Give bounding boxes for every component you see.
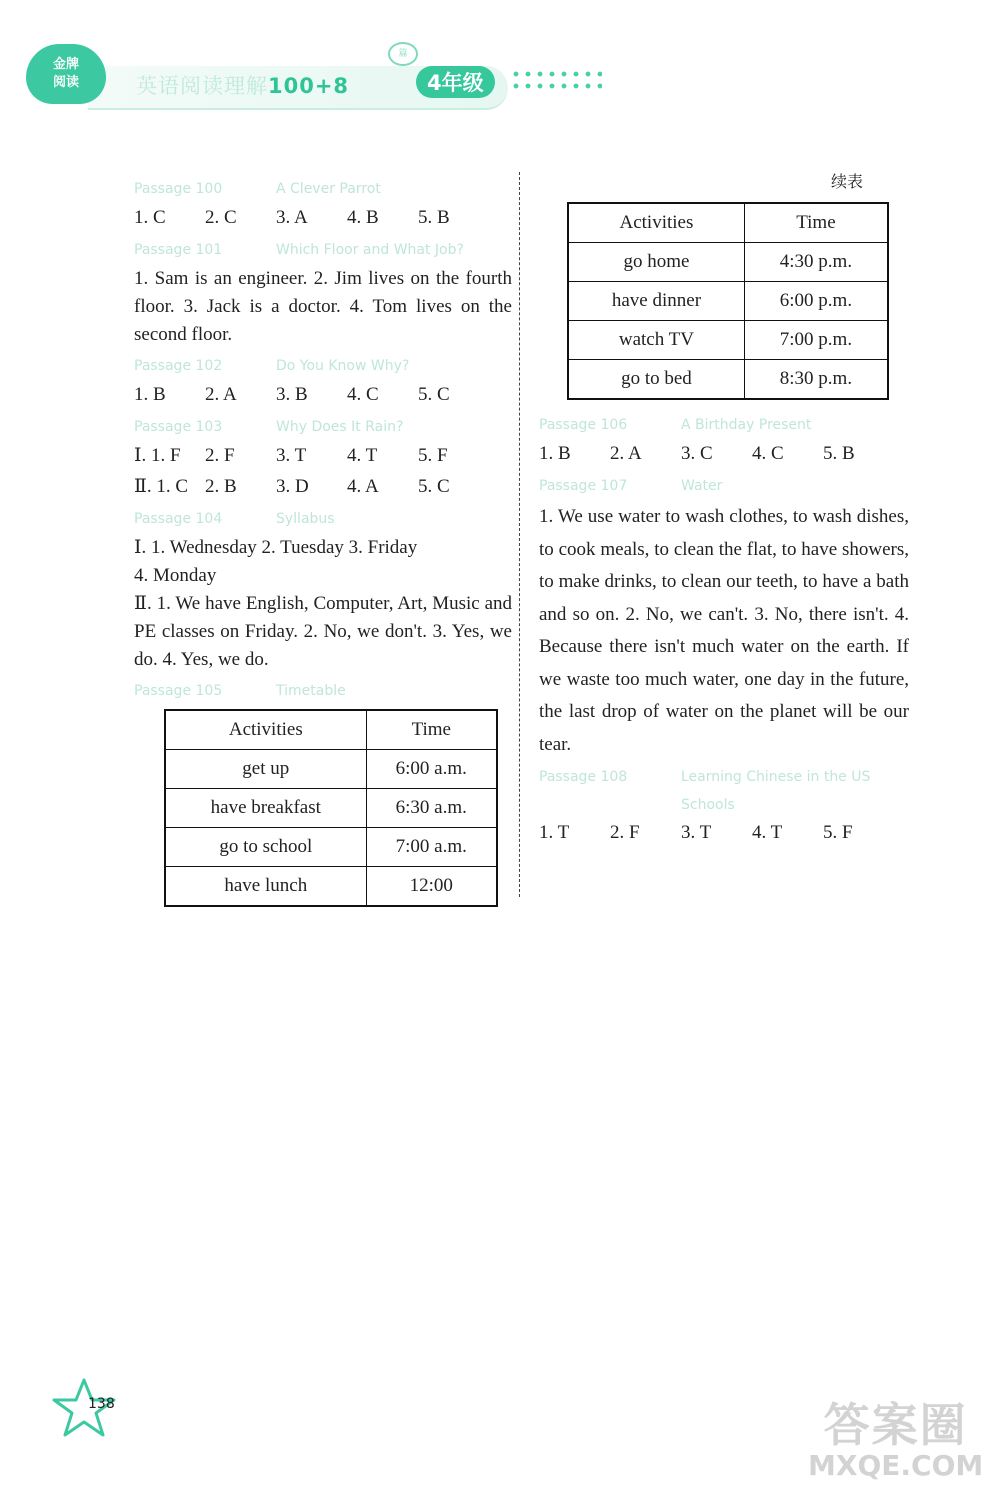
passage-name: Syllabus [276,511,335,527]
table-row [165,789,497,828]
answer: 4. A [347,476,379,497]
answer: 3. C [681,443,713,464]
answer: 5. C [418,476,450,497]
passage-number: Passage 103 [134,419,223,435]
watermark [808,1398,984,1482]
answer-paragraph: 1. We use water to wash clothes, to wash dishes, to cook meals, to clean the flat, to have showers, to make drinks, to clean our teeth, to have a bath and so on. 2. No, we can't. 3. No, there isn't. 4. Because there isn't much water on the earth. If we waste too much water, one day in the future, the last drop of water on the planet will be our tear. [539,506,909,755]
passage-heading [134,412,512,442]
answer: 4. C [752,443,784,464]
passage-number: Passage 101 [134,242,223,258]
watermark-url: MXQE.COM [808,1449,984,1482]
table-cell: 6:00 a.m. [366,750,497,789]
answer: 5. C [418,384,450,405]
answer: 5. F [823,822,853,843]
timetable-continued-table [567,202,889,400]
passage-name: A Birthday Present [681,417,812,433]
answer: 3. T [276,445,307,466]
passage-heading [134,174,512,204]
answer: 3. D [276,476,309,497]
answer: 3. A [276,207,308,228]
passage-heading [539,471,909,501]
answer: 2. C [205,207,237,228]
answer: Ⅱ. 1. C [134,476,189,497]
passage-heading [134,351,512,381]
table-cell: get up [165,750,366,789]
passage-name: Which Floor and What Job? [276,242,464,258]
table-row [165,867,497,907]
table-cell: 12:00 [366,867,497,907]
answer: 5. B [418,207,450,228]
passage-name: A Clever Parrot [276,181,381,197]
table-cell: 6:30 a.m. [366,789,497,828]
passage-heading [539,410,909,440]
passage-name: Why Does It Rain? [276,419,404,435]
table-continued-label: 续表 [830,172,863,191]
table-row [568,321,888,360]
answer: 4. C [347,384,379,405]
table-row [165,828,497,867]
table-cell: 7:00 a.m. [366,828,497,867]
answer: Ⅰ. 1. F [134,445,181,466]
badge-line-1: 金牌 [52,57,79,72]
passage-number: Passage 107 [539,478,628,494]
table-cell: go to bed [568,360,744,400]
series-badge [26,44,106,104]
answer: 4. B [347,207,379,228]
table-cell: have breakfast [165,789,366,828]
right-column [539,170,909,850]
answer: 1. B [539,443,571,464]
table-cell: 8:30 p.m. [744,360,888,400]
left-column [134,172,512,706]
passage-name: Learning Chinese in the US Schools [681,769,871,813]
answer: 1. C [134,207,166,228]
column-header: Time [744,203,888,243]
answer: 2. B [205,476,237,497]
answer-row [539,440,909,468]
watermark-main: 答案圈 [823,1398,968,1452]
page-number: 138 [88,1396,115,1412]
page-header [18,38,598,118]
column-header: Activities [165,710,366,750]
table-cell: 7:00 p.m. [744,321,888,360]
table-row [568,282,888,321]
column-divider [519,172,520,897]
passage-name: Do You Know Why? [276,358,410,374]
table-cell: watch TV [568,321,744,360]
speech-bubble-icon: 篇 [388,42,418,66]
series-number: 100+8 [268,74,350,98]
column-header: Time [366,710,497,750]
table-cell: have dinner [568,282,744,321]
passage-number: Passage 100 [134,181,223,197]
answer-paragraph: Ⅱ. 1. We have English, Computer, Art, Music and PE classes on Friday. 2. No, we don't. 3. Yes, we do. 4. Yes, we do. [134,593,512,670]
answer: 3. T [681,822,712,843]
table-header-row [568,203,888,243]
passage-number: Passage 102 [134,358,223,374]
series-text: 英语阅读理解 [136,74,268,98]
passage-number: Passage 108 [539,769,628,785]
table-cell: go home [568,243,744,282]
timetable-table [164,709,498,907]
answer: 4. T [347,445,378,466]
answer-paragraph: 4. Monday [134,565,217,586]
answer: 2. F [205,445,235,466]
dot-pattern-decoration [510,68,602,92]
answer-paragraph: 1. Sam is an engineer. 2. Jim lives on the fourth floor. 3. Jack is a doctor. 4. Tom lives on the second floor. [134,268,512,345]
table-row [568,243,888,282]
answer-row [134,442,512,470]
passage-name: Water [681,478,723,494]
table-header-row [165,710,497,750]
passage-number: Passage 104 [134,511,223,527]
answer: 3. B [276,384,308,405]
table-row [568,360,888,400]
grade-label: 4年级 [416,66,495,98]
answer-row [134,381,512,409]
table-cell: 4:30 p.m. [744,243,888,282]
table-cell: go to school [165,828,366,867]
series-title [136,70,349,100]
passage-heading [134,676,512,706]
column-header: Activities [568,203,744,243]
passage-heading [539,763,909,819]
answer: 5. F [418,445,448,466]
passage-name: Timetable [276,683,346,699]
answer: 2. A [205,384,237,405]
answer: 4. T [752,822,783,843]
answer-row [134,204,512,232]
answer: 1. B [134,384,166,405]
answer: 2. A [610,443,642,464]
table-row [165,750,497,789]
passage-heading [134,504,512,534]
answer-row [539,819,909,847]
badge-line-2: 阅读 [52,75,79,90]
answer-paragraph: Ⅰ. 1. Wednesday 2. Tuesday 3. Friday [134,537,418,558]
passage-heading [134,235,512,265]
passage-number: Passage 106 [539,417,628,433]
table-cell: have lunch [165,867,366,907]
table-cell: 6:00 p.m. [744,282,888,321]
answer-row [134,473,512,501]
answer: 2. F [610,822,640,843]
passage-number: Passage 105 [134,683,223,699]
answer: 1. T [539,822,570,843]
answer: 5. B [823,443,855,464]
